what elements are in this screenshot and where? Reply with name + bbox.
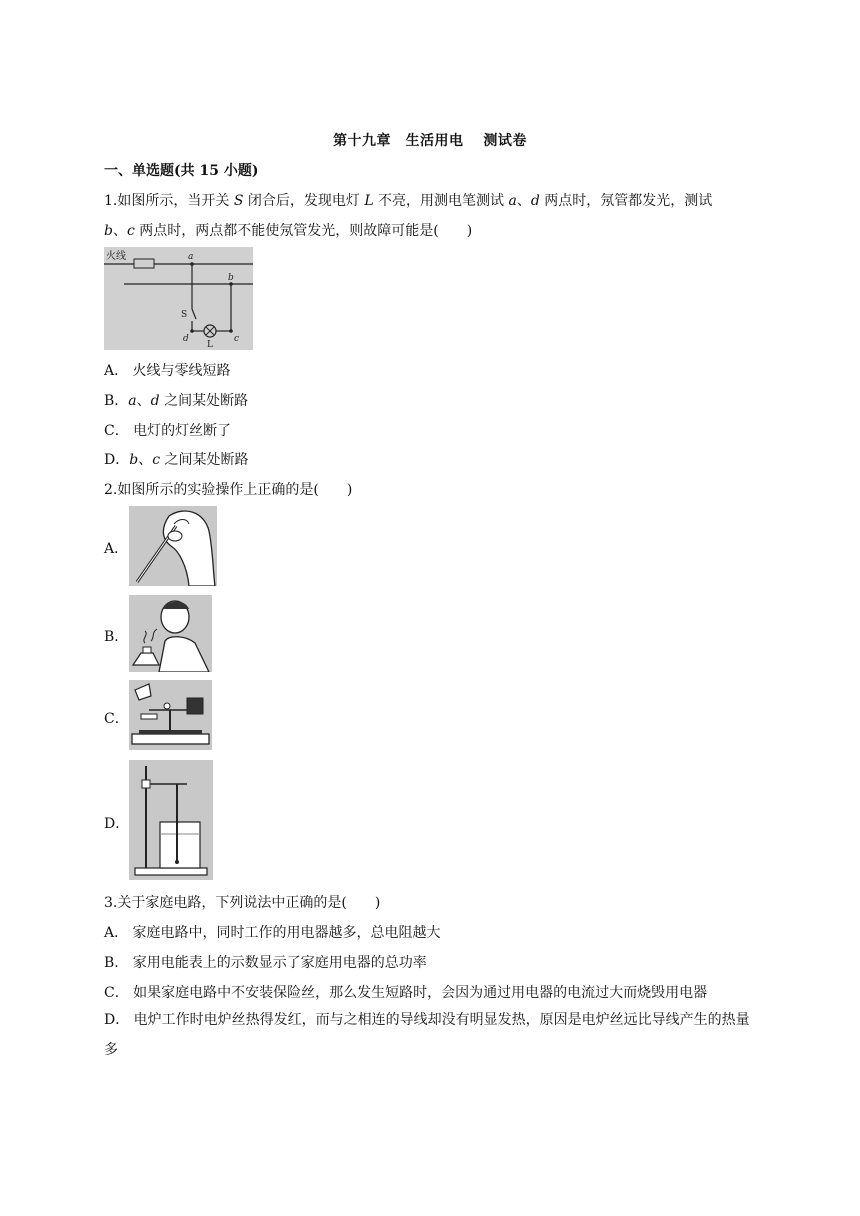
q1-sep: 、 xyxy=(516,193,531,209)
q1-var-s: S xyxy=(233,193,244,209)
q1-var-a: a xyxy=(508,193,517,209)
q2-option-c-image xyxy=(129,680,212,750)
section-heading: 一、单选题(共 15 小题) xyxy=(104,163,259,179)
q1-fig-live-wire: 火线 xyxy=(106,251,126,262)
q1-fig-label-l: L xyxy=(207,340,213,350)
q1-fig-label-d: d xyxy=(183,334,189,344)
q1-option-d-var-c: c xyxy=(152,452,161,468)
q3-option-d: D． 电炉工作时电炉丝热得发红，而与之相连的导线却没有明显发热，原因是电炉丝远比导线产生的热量多 xyxy=(104,1012,750,1058)
q1-option-b-prefix: B． xyxy=(104,393,129,409)
q1-option-d-sep: 、 xyxy=(138,452,153,468)
q1-var-d: d xyxy=(530,193,540,209)
q1-option-d-var-b: b xyxy=(129,452,139,468)
q3-stem: 3.关于家庭电路，下列说法中正确的是( ) xyxy=(104,895,381,911)
q1-fig-label-c: c xyxy=(234,334,240,344)
q1-option-b-sep: 、 xyxy=(136,393,151,409)
q2-option-b-image xyxy=(129,595,212,672)
q1-var-c: c xyxy=(126,223,135,239)
q3-option-c: C． 如果家庭电路中不安装保险丝，那么发生短路时，会因为通过用电器的电流过大而烧毁用电器 xyxy=(104,985,708,1001)
q1-option-c: C． 电灯的灯丝断了 xyxy=(104,423,232,439)
q1-option-d-prefix: D． xyxy=(104,452,130,468)
q3-option-b: B． 家用电能表上的示数显示了家庭用电器的总功率 xyxy=(104,955,427,971)
q1-stem-part: 1.如图所示，当开关 xyxy=(104,193,234,209)
q1-stem-part: 不亮，用测电笔测试 xyxy=(373,193,509,209)
q2-option-d-label: D． xyxy=(104,816,130,832)
q1-option-d-text: 之间某处断路 xyxy=(160,452,249,468)
q1-option-b-text: 之间某处断路 xyxy=(159,393,249,409)
page-title: 第十九章 生活用电 测试卷 xyxy=(333,133,527,149)
q1-stem-part: 两点时，两点都不能使氖管发光，则故障可能是( ) xyxy=(134,223,473,239)
q1-stem-part: 闭合后，发现电灯 xyxy=(243,193,365,209)
q1-option-b-var-a: a xyxy=(128,393,137,409)
q2-option-d-image xyxy=(129,760,213,880)
q1-sep: 、 xyxy=(112,223,127,239)
q2-option-c-label: C． xyxy=(104,711,129,727)
q1-fig-label-s: S xyxy=(181,310,188,320)
q2-stem: 2.如图所示的实验操作上正确的是( ) xyxy=(104,482,353,498)
q1-stem-line2 xyxy=(104,220,472,240)
q2-option-a-label: A． xyxy=(104,541,129,557)
q1-option-b-var-d: d xyxy=(150,393,160,409)
q1-fig-label-b: b xyxy=(228,273,234,283)
q2-option-a-image xyxy=(129,506,217,586)
q2-option-b-label: B． xyxy=(104,629,129,645)
q1-stem-part: 两点时，氖管都发光，测试 xyxy=(539,193,713,209)
q1-stem-line1 xyxy=(104,190,712,210)
q1-option-a: A． 火线与零线短路 xyxy=(104,363,231,379)
q1-var-l: L xyxy=(364,193,374,209)
q1-option-d xyxy=(104,449,249,469)
q1-circuit-figure xyxy=(104,247,253,350)
q1-option-b xyxy=(104,390,248,410)
q3-option-a: A． 家庭电路中，同时工作的用电器越多，总电阻越大 xyxy=(104,925,441,941)
q1-fig-label-a: a xyxy=(188,252,194,262)
q1-var-b: b xyxy=(104,223,113,239)
